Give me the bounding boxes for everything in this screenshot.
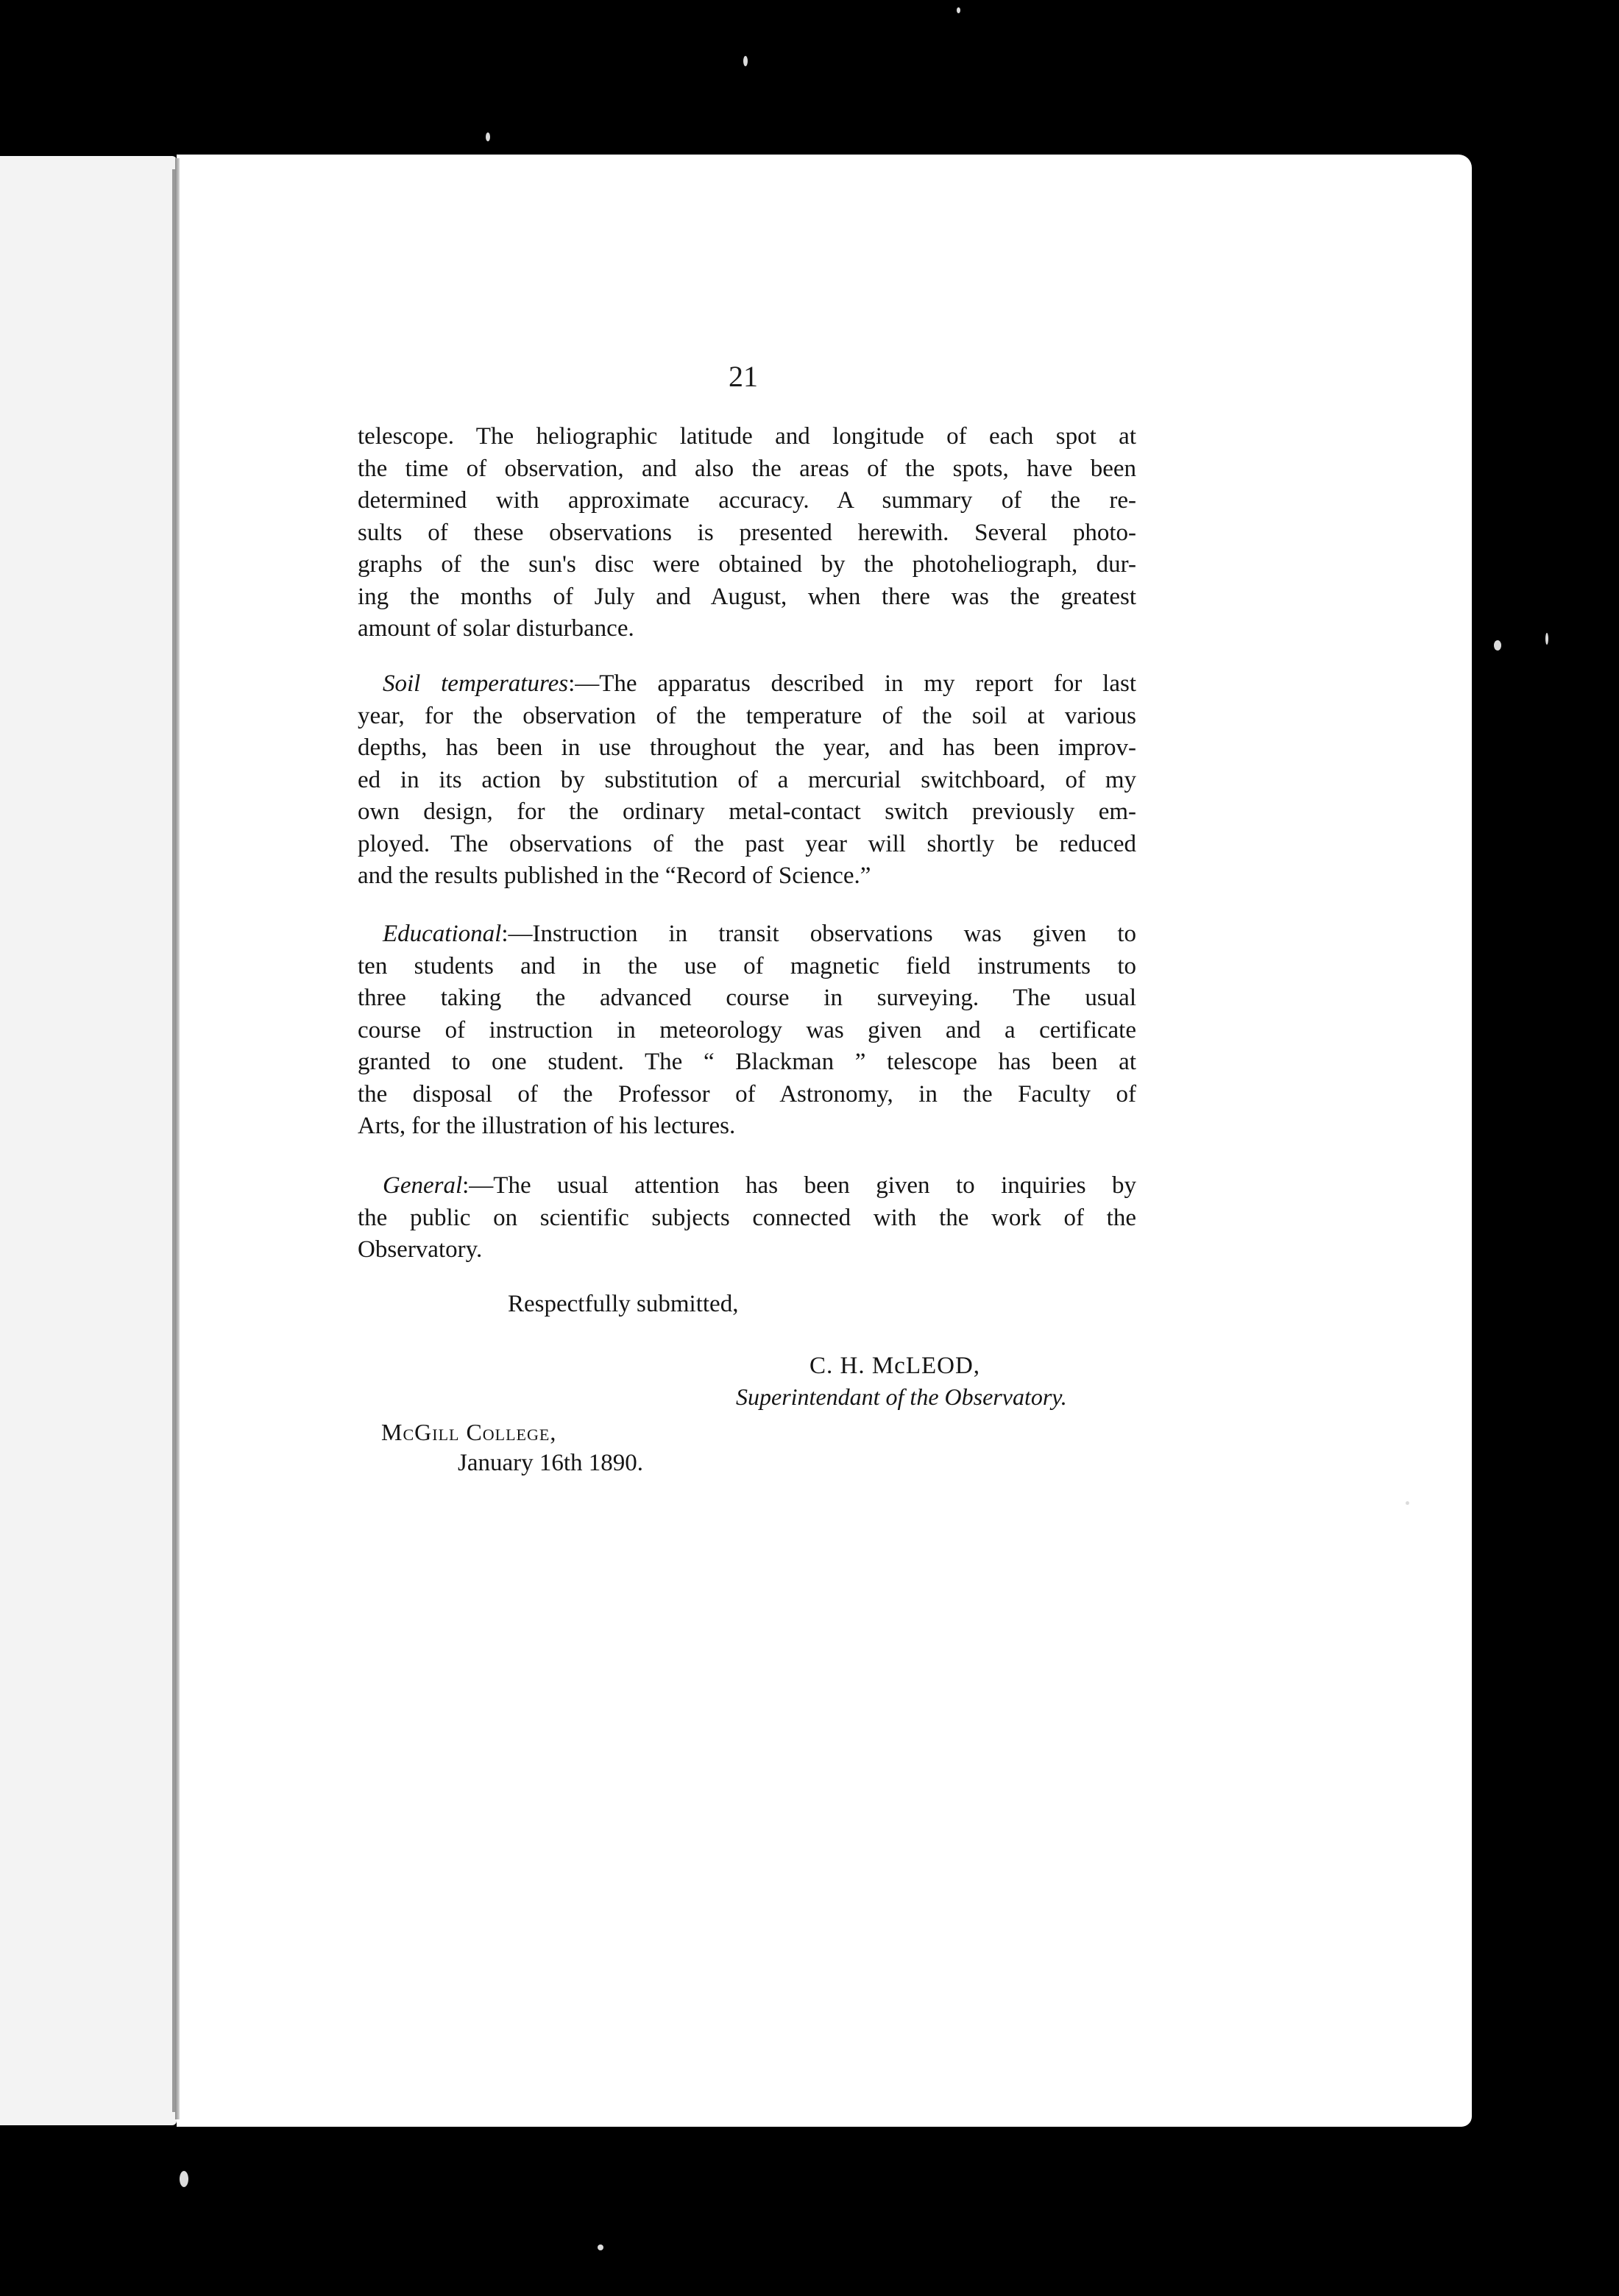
section-lead-general: General [383,1172,463,1199]
text-line: own design, for the ordinary metal-contact switch previously em- [358,798,1136,825]
scan-speck [743,56,748,66]
scan-speck [486,132,490,141]
scan-speck [1545,633,1548,645]
paragraph-soil-temperatures [358,668,1136,893]
date-line: January 16th 1890. [458,1450,644,1476]
facing-page-left [0,156,177,2125]
text-line: sults of these observations is presented herewith. Several photo- [358,519,1136,546]
section-lead-soil: Soil temperatures [383,670,569,697]
text-line: ployed. The observations of the past year will shortly be reduced [358,830,1136,857]
scan-speck [598,2244,603,2250]
scan-speck [1494,640,1501,651]
text-line: three taking the advanced course in surveying. The usual [358,985,1136,1011]
scan-speck [1406,1501,1409,1505]
scan-speck [180,2171,188,2187]
text-line: ing the months of July and August, when there was the greatest [358,583,1136,610]
text-line: Arts, for the illustration of his lectures. [358,1113,736,1139]
paragraph-educational [358,918,1136,1143]
text-line: year, for the observation of the temperature of the soil at various [358,702,1136,729]
text-line [358,1170,1136,1202]
text-line: and the results published in the “Record of Science.” [358,862,871,889]
signature-name: C. H. McLEOD, [810,1353,981,1379]
text-line: the time of observation, and also the areas of the spots, have been [358,455,1136,482]
signature-title: Superintendant of the Observatory. [736,1383,1067,1410]
text-line: depths, has been in use throughout the year, and has been improv- [358,734,1136,761]
closing-salutation: Respectfully submitted, [508,1291,739,1317]
text-line: telescope. The heliographic latitude and longitude of each spot at [358,423,1136,450]
text-fragment: :—The apparatus described in my report for last [568,670,1136,697]
text-line: the disposal of the Professor of Astronomy, in the Faculty of [358,1080,1136,1108]
text-fragment: :—Instruction in transit observations was given to [501,921,1136,947]
text-line: granted to one student. The “ Blackman ” telescope has been at [358,1049,1136,1075]
text-line: ed in its action by substitution of a mercurial switchboard, of my [358,766,1136,793]
text-line: ten students and in the use of magnetic field instruments to [358,952,1136,979]
paragraph-general [358,1170,1136,1266]
paragraph-sunspots [358,421,1136,645]
text-line: the public on scientific subjects connected with the work of the [358,1204,1136,1231]
book-gutter [175,158,180,2119]
page-number: 21 [729,360,758,393]
section-lead-educational: Educational [383,921,502,947]
text-line: amount of solar disturbance. [358,615,634,642]
text-line: Observatory. [358,1236,483,1263]
text-line [358,918,1136,951]
text-line: course of instruction in meteorology was given and a certificate [358,1016,1136,1044]
text-line [358,668,1136,701]
text-fragment: :—The usual attention has been given to inquiries by [462,1172,1136,1199]
place-line: McGill College, [381,1419,557,1445]
text-line: determined with approximate accuracy. A summary of the re- [358,487,1136,514]
scan-speck [957,7,960,13]
text-line: graphs of the sun's disc were obtained by the photoheliograph, dur- [358,551,1136,578]
